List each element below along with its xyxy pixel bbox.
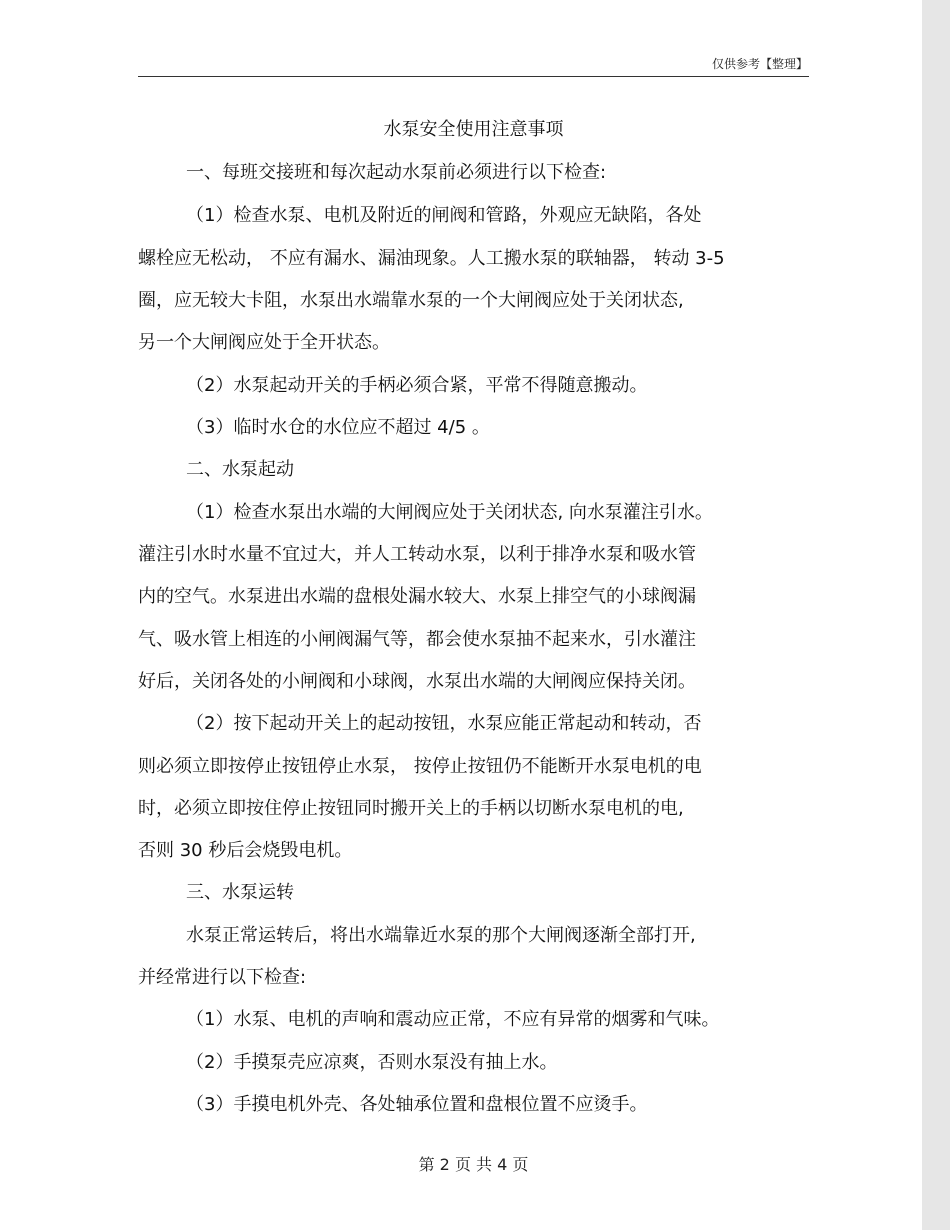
page-number-footer: 第 2 页 共 4 页 bbox=[418, 1155, 529, 1174]
section-heading-2: 二、水泵起动 bbox=[186, 459, 294, 480]
paragraph-line: （2）手摸泵壳应凉爽，否则水泵没有抽上水。 bbox=[186, 1052, 558, 1073]
paragraph-line: （1）检查水泵出水端的大闸阀应处于关闭状态, 向水泵灌注引水。 bbox=[186, 502, 713, 523]
header-note: 仅供参考【整理】 bbox=[711, 57, 808, 71]
paragraph-line: 圈，应无较大卡阻，水泵出水端靠水泵的一个大闸阀应处于关闭状态, bbox=[138, 290, 684, 311]
header-divider bbox=[138, 76, 809, 77]
paragraph-line: 螺栓应无松动， 不应有漏水、漏油现象。人工搬水泵的联轴器， 转动 3-5 bbox=[138, 248, 725, 269]
paragraph-line: 水泵正常运转后，将出水端靠近水泵的那个大闸阀逐渐全部打开, bbox=[186, 925, 696, 946]
paragraph-line: （1）水泵、电机的声响和震动应正常，不应有异常的烟雾和气味。 bbox=[186, 1009, 720, 1030]
paragraph-line: （1）检查水泵、电机及附近的闸阀和管路，外观应无缺陷，各处 bbox=[186, 205, 702, 226]
document-title: 水泵安全使用注意事项 bbox=[383, 119, 564, 140]
paragraph-line: 并经常进行以下检查: bbox=[138, 967, 307, 988]
section-heading-3: 三、水泵运转 bbox=[186, 882, 294, 903]
paragraph-line: 灌注引水时水量不宜过大，并人工转动水泵，以利于排净水泵和吸水管 bbox=[138, 544, 696, 565]
paragraph-line: 时，必须立即按住停止按钮同时搬开关上的手柄以切断水泵电机的电, bbox=[138, 798, 684, 819]
paragraph-line: 内的空气。水泵进出水端的盘根处漏水较大、水泵上排空气的小球阀漏 bbox=[138, 586, 696, 607]
paragraph-line: （3）临时水仓的水位应不超过 4/5 。 bbox=[186, 417, 490, 438]
section-heading-1: 一、每班交接班和每次起动水泵前必须进行以下检查: bbox=[186, 162, 607, 183]
paragraph-line: （3）手摸电机外壳、各处轴承位置和盘根位置不应烫手。 bbox=[186, 1094, 648, 1115]
paragraph-line: 另一个大闸阀应处于全开状态。 bbox=[138, 332, 390, 353]
paragraph-line: 则必须立即按停止按钮停止水泵， 按停止按钮仍不能断开水泵电机的电 bbox=[138, 756, 702, 777]
paragraph-line: （2）水泵起动开关的手柄必须合紧，平常不得随意搬动。 bbox=[186, 375, 648, 396]
paragraph-line: 否则 30 秒后会烧毁电机。 bbox=[138, 840, 353, 861]
paragraph-line: 好后，关闭各处的小闸阀和小球阀，水泵出水端的大闸阀应保持关闭。 bbox=[138, 671, 696, 692]
paragraph-line: （2）按下起动开关上的起动按钮，水泵应能正常起动和转动，否 bbox=[186, 713, 702, 734]
paragraph-line: 气、吸水管上相连的小闸阀漏气等，都会使水泵抽不起来水，引水灌注 bbox=[138, 629, 696, 650]
